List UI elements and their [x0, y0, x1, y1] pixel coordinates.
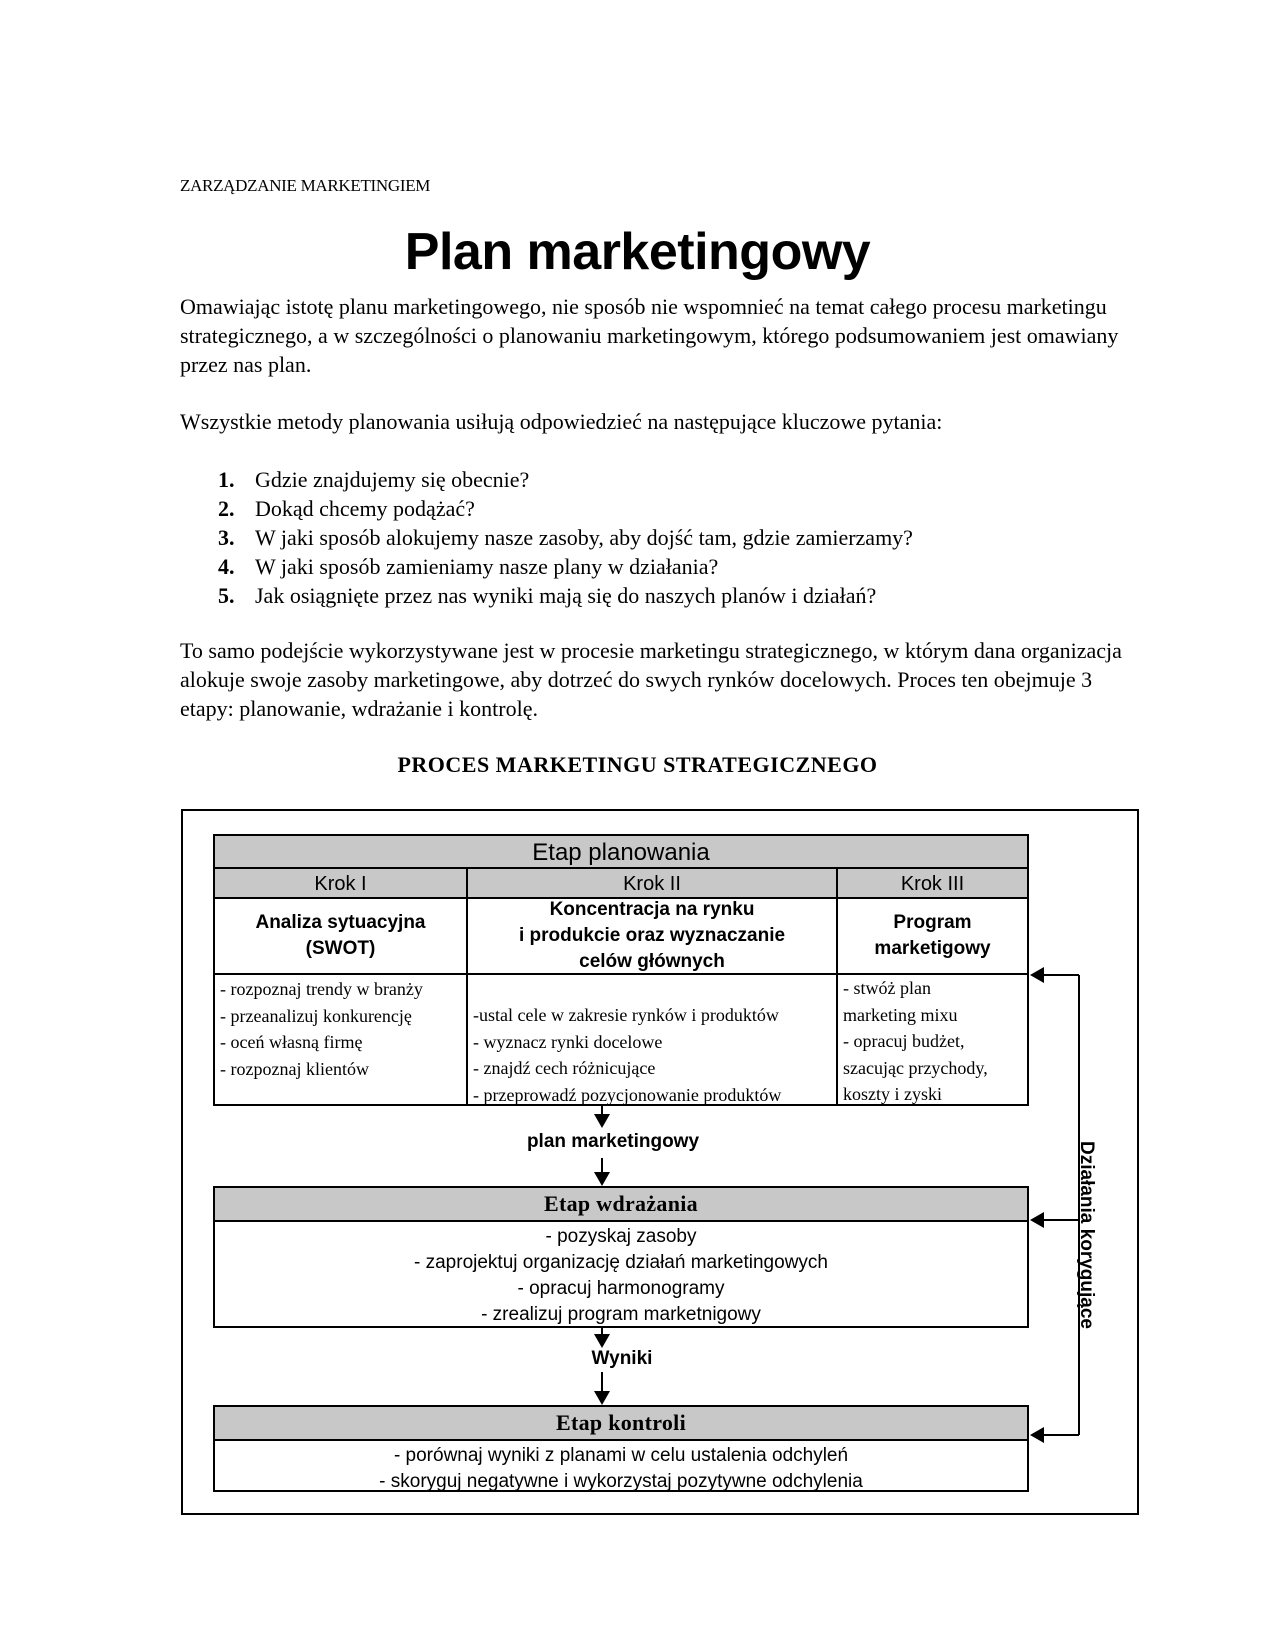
- step-3-actions: [838, 975, 1027, 1104]
- questions-list: [218, 465, 913, 610]
- step-name-line: i produkcie oraz wyznaczanie: [518, 925, 786, 946]
- action-item: szacując przychody,: [843, 1057, 988, 1078]
- list-number: 2.: [218, 496, 235, 521]
- action-item: - przeanalizuj konkurencję: [220, 1005, 412, 1026]
- step-2-label: Krok II: [468, 869, 838, 899]
- action-item: - opracuj budżet,: [843, 1031, 965, 1051]
- feedback-label: Działania korygujące: [1076, 1141, 1097, 1329]
- process-title: PROCES MARKETINGU STRATEGICZNEGO: [397, 752, 878, 777]
- list-number: 1.: [218, 467, 235, 492]
- list-item: [218, 494, 913, 523]
- output-results-label: Wyniki: [591, 1348, 653, 1369]
- step-1-label: Krok I: [215, 869, 468, 899]
- intro-paragraph: Omawiając istotę planu marketingowego, nie sposób nie wspomnieć na temat całego procesu marketingu strategicznego, a w szczególności o planowaniu marketingowym, którego podsumowaniem jest omawiany przez nas plan.: [180, 294, 1119, 377]
- step-name-line: Analiza sytuacyjna: [255, 912, 426, 933]
- step-name-line: (SWOT): [305, 938, 376, 959]
- action-item: - wyznacz rynki docelowe: [473, 1031, 663, 1052]
- step-3-label: Krok III: [838, 869, 1027, 899]
- document-header: ZARZĄDZANIE MARKETINGIEM: [180, 176, 431, 195]
- implementation-stage-title: Etap wdrażania: [215, 1188, 1027, 1222]
- process-paragraph: To samo podejście wykorzystywane jest w procesie marketingu strategicznego, w którym dana organizacja alokuje swoje zasoby marketingowe, aby dotrzeć do swych rynków docelowych. Proces ten obejmuje 3 etapy: planowanie, wdrażanie i kontrolę.: [180, 638, 1122, 721]
- step-name-line: marketigowy: [874, 938, 991, 959]
- output-plan-label: plan marketingowy: [526, 1131, 700, 1152]
- action-item: - oceń własną firmę: [220, 1032, 363, 1052]
- implementation-stage-box: [213, 1186, 1029, 1328]
- list-number: 4.: [218, 554, 235, 579]
- page-title: Plan marketingowy: [404, 223, 871, 281]
- action-item: - znajdź cech różnicujące: [473, 1058, 656, 1078]
- action-item: - opracuj harmonogramy: [517, 1278, 725, 1299]
- step-1-actions: [215, 975, 468, 1104]
- step-2-name: [468, 899, 838, 975]
- implementation-actions: [215, 1222, 1027, 1328]
- list-text: W jaki sposób zamieniamy nasze plany w działania?: [255, 554, 719, 579]
- planning-stage-box: [213, 834, 1029, 1106]
- action-item: - zaprojektuj organizację działań marketingowych: [414, 1252, 828, 1273]
- step-2-actions: [468, 975, 838, 1104]
- list-item: [218, 523, 913, 552]
- control-actions: [215, 1441, 1027, 1495]
- list-item: [218, 465, 913, 494]
- questions-intro: Wszystkie metody planowania usiłują odpowiedzieć na następujące kluczowe pytania:: [180, 409, 943, 434]
- list-text: Jak osiągnięte przez nas wyniki mają się do naszych planów i działań?: [255, 583, 877, 608]
- step-1-name: [215, 899, 468, 975]
- action-item: koszty i zyski: [843, 1084, 942, 1104]
- action-item: - stwóż plan: [843, 978, 931, 998]
- list-item: [218, 552, 913, 581]
- action-item: - rozpoznaj trendy w branży: [220, 979, 423, 999]
- list-text: Gdzie znajdujemy się obecnie?: [255, 467, 530, 492]
- list-text: Dokąd chcemy podążać?: [255, 496, 475, 521]
- planning-stage-title: Etap planowania: [215, 836, 1027, 869]
- action-item: - pozyskaj zasoby: [545, 1226, 697, 1247]
- action-item: marketing mixu: [843, 1004, 958, 1025]
- control-stage-title: Etap kontroli: [215, 1407, 1027, 1441]
- step-3-name: [838, 899, 1027, 975]
- step-name-line: celów głównych: [579, 951, 725, 972]
- action-item: - przeprowadź pozycjonowanie produktów: [473, 1084, 782, 1105]
- list-number: 5.: [218, 583, 235, 608]
- list-number: 3.: [218, 525, 235, 550]
- action-item: - porównaj wyniki z planami w celu ustalenia odchyleń: [393, 1445, 849, 1466]
- control-stage-box: [213, 1405, 1029, 1492]
- action-item: -ustal cele w zakresie rynków i produktów: [473, 1005, 779, 1025]
- action-item: - zrealizuj program marketnigowy: [481, 1304, 761, 1325]
- list-item: [218, 581, 913, 610]
- list-text: W jaki sposób alokujemy nasze zasoby, aby dojść tam, gdzie zamierzamy?: [255, 525, 913, 550]
- step-name-line: Koncentracja na rynku: [549, 899, 755, 920]
- action-item: - rozpoznaj klientów: [220, 1058, 369, 1079]
- step-name-line: Program: [893, 912, 972, 933]
- action-item: - skoryguj negatywne i wykorzystaj pozytywne odchylenia: [379, 1471, 863, 1492]
